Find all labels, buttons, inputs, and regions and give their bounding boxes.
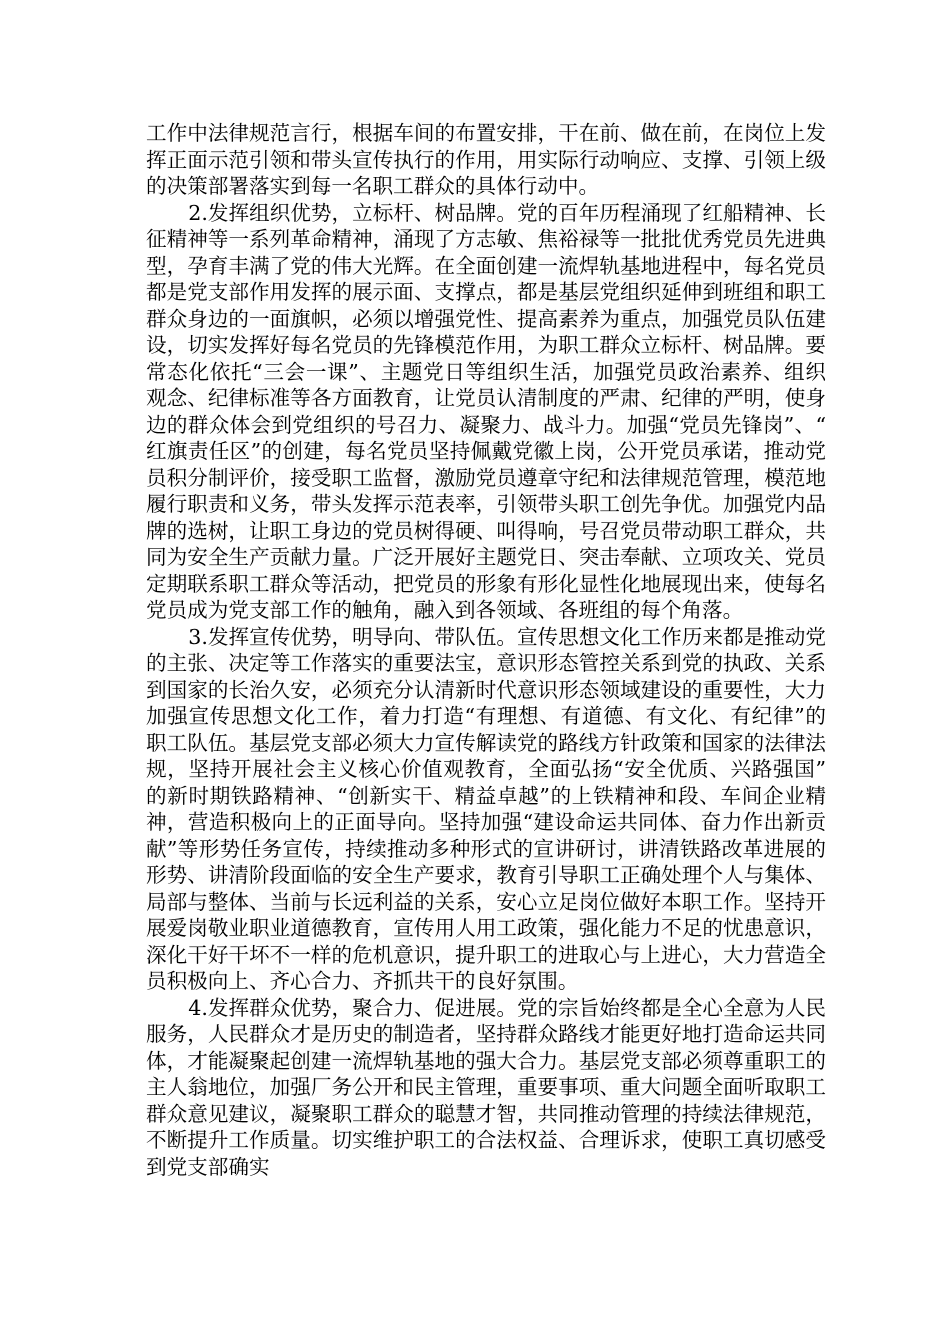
paragraph-publicity-advantage: 3.发挥宣传优势，明导向、带队伍。宣传思想文化工作历来都是推动党的主张、决定等工作落实的重要法宝，意识形态管控关系到党的执政、关系到国家的长治久安，必须充分认清新时代意识形态领域建设的重要性，大力加强宣传思想文化工作，着力打造“有理想、有道德、有文化、有纪律”的职工队伍。基层党支部必须大力宣传解读党的路线方针政策和国家的法律法规，坚持开展社会主义核心价值观教育，全面弘扬“安全优质、兴路强国”的新时期铁路精神、“创新实干、精益卓越”的上铁精神和段、车间企业精神，营造积极向上的正面导向。坚持加强“建设命运共同体、奋力作出新贡献”等形势任务宣传，持续推动多种形式的宣讲研讨，讲清铁路改革进展的形势、讲清阶段面临的安全生产要求，教育引导职工正确处理个人与集体、局部与整体、当前与长远利益的关系，安心立足岗位做好本职工作。坚持开展爱岗敬业职业道德教育，宣传用人用工政策，强化能力不足的忧患意识，深化干好干坏不一样的危机意识，提升职工的进取心与上进心，大力营造全员积极向上、齐心合力、齐抓共干的良好氛围。 bbox=[146, 624, 826, 993]
paragraph-organization-advantage: 2.发挥组织优势，立标杆、树品牌。党的百年历程涌现了红船精神、长征精神等一系列革命精神，涌现了方志敏、焦裕禄等一批批优秀党员先进典型，孕育丰满了党的伟大光辉。在全面创建一流焊轨基地进程中，每名党员都是党支部作用发挥的展示面、支撑点，都是基层党组织延伸到班组和职工群众身边的一面旗帜，必须以增强党性、提高素养为重点，加强党员队伍建设，切实发挥好每名党员的先锋模范作用，为职工群众立标杆、树品牌。要常态化依托“三会一课”、主题党日等组织生活，加强党员政治素养、组织观念、纪律标准等各方面教育，让党员认清制度的严肃、纪律的严明，使身边的群众体会到党组织的号召力、凝聚力、战斗力。加强“党员先锋岗”、“红旗责任区”的创建，每名党员坚持佩戴党徽上岗，公开党员承诺，推动党员积分制评价，接受职工监督，激励党员遵章守纪和法律规范管理，模范地履行职责和义务，带头发挥示范表率，引领带头职工创先争优。加强党内品牌的选树，让职工身边的党员树得硬、叫得响，号召党员带动职工群众，共同为安全生产贡献力量。广泛开展好主题党日、突击奉献、立项攻关、党员定期联系职工群众等活动，把党员的形象有形化显性化地展现出来，使每名党员成为党支部工作的触角，融入到各领域、各班组的每个角落。 bbox=[146, 200, 826, 622]
document-body bbox=[146, 120, 826, 1180]
paragraph-continuation: 工作中法律规范言行，根据车间的布置安排，干在前、做在前，在岗位上发挥正面示范引领和带头宣传执行的作用，用实际行动响应、支撑、引领上级的决策部署落实到每一名职工群众的具体行动中。 bbox=[146, 121, 826, 198]
paragraph-masses-advantage: 4.发挥群众优势，聚合力、促进展。党的宗旨始终都是全心全意为人民服务，人民群众才是历史的制造者，坚持群众路线才能更好地打造命运共同体，才能凝聚起创建一流焊轨基地的强大合力。基层党支部必须尊重职工的主人翁地位，加强厂务公开和民主管理，重要事项、重大问题全面听取职工群众意见建议，凝聚职工群众的聪慧才智，共同推动管理的持续法律规范，不断提升工作质量。切实维护职工的合法权益、合理诉求，使职工真切感受到党支部确实 bbox=[146, 995, 826, 1179]
